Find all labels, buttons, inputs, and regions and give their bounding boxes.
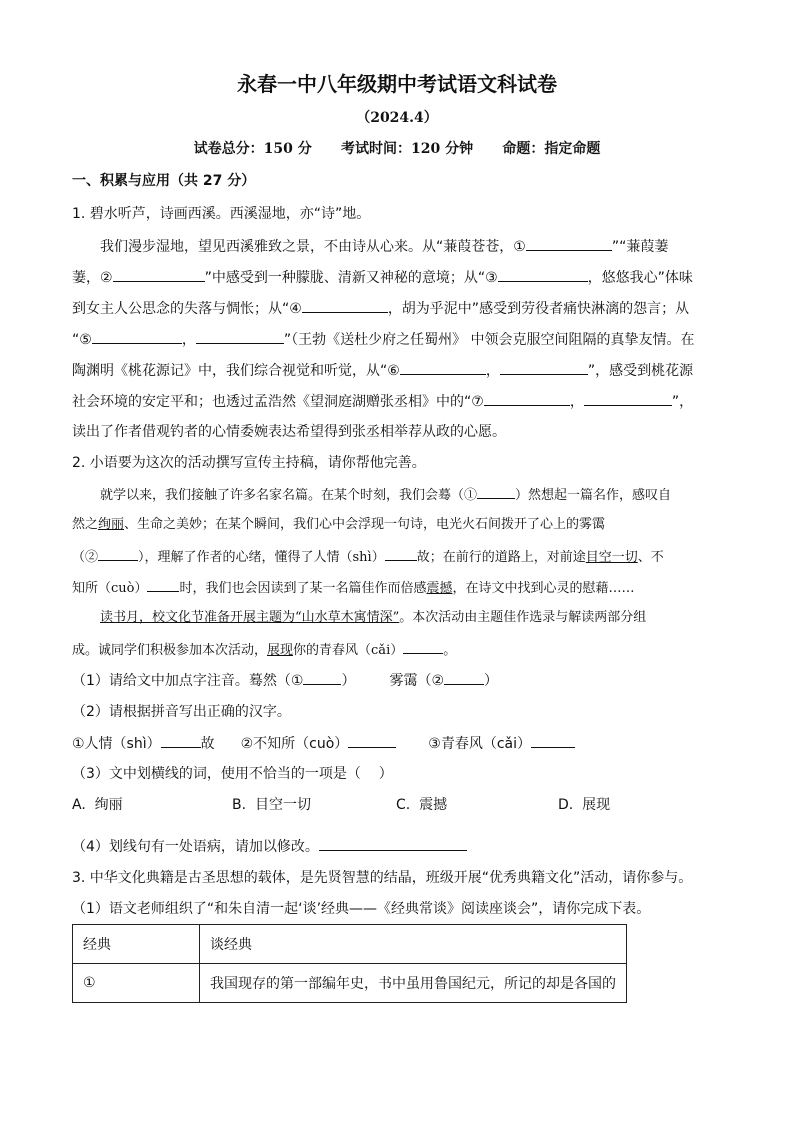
table-header-row <box>73 925 627 964</box>
q2-passage-line-5: 读书月，校文化节准备开展主题为“山水草木寓情深”。本次活动由主题佳作选录与解读两部分组 <box>100 610 647 625</box>
q1-line-2: 萋，② ”中感受到一种朦胧、清新又神秘的意境；从“③ ，悠悠我心”体味 <box>72 267 722 288</box>
q1-blank-2[interactable] <box>113 267 205 282</box>
q2-sub-2-items: ①人情（shì） 故 ②不知所（cuò） ③青春风（cǎi） <box>72 733 722 754</box>
q1-blank-6a[interactable] <box>400 360 486 375</box>
q2-passage-line-2: 然之绚丽、生命之美妙；在某个瞬间，我们心中会浮现一句诗，电光火石间拨开了心上的雾霭 <box>72 517 606 532</box>
q1-blank-4[interactable] <box>302 298 388 313</box>
q2-blank-cuo[interactable] <box>147 577 179 592</box>
q1-blank-6b[interactable] <box>500 360 588 375</box>
q3-stem: 3. 中华文化典籍是古圣思想的载体，是先贤智慧的结晶，班级开展“优秀典籍文化”活动，请你参与。 <box>72 870 693 886</box>
table-cell[interactable]: ① <box>73 964 200 1003</box>
classics-table <box>72 924 627 1003</box>
exam-title: 永春一中八年级期中考试语文科试卷 <box>237 72 557 96</box>
exam-meta: 试卷总分：150 分 考试时间：120 分钟 命题：指定命题 <box>193 141 601 157</box>
q2-passage-line-4: 知所（cuò） 时，我们也会因读到了某一名篇佳作而倍感震撼，在诗文中找到心灵的慰藉…… <box>72 577 722 599</box>
q2-stem: 2. 小语要为这次的活动撰写宣传主持稿，请你帮他完善。 <box>72 455 426 471</box>
q2-sub-1: （1）请给文中加点字注音。蓦然（① ） 雾霭（② ） <box>72 670 722 691</box>
q2-blank-shi[interactable] <box>385 546 417 561</box>
q2-s2-blank-1[interactable] <box>161 733 201 748</box>
q2-s2-blank-2[interactable] <box>348 733 396 748</box>
q1-blank-7b[interactable] <box>584 391 672 406</box>
q1-blank-7a[interactable] <box>484 391 570 406</box>
q3-sub-1: （1）语文老师组织了“和朱自清一起‘谈’经典——《经典常谈》阅读座谈会”，请你完成下表。 <box>72 901 651 917</box>
q1-blank-3[interactable] <box>498 267 588 282</box>
table-row <box>73 964 627 1003</box>
exam-date: （2024.4） <box>356 110 438 126</box>
q2-s4-answer-line[interactable] <box>319 836 467 851</box>
q2-passage-line-6: 成。诚同学们积极参加本次活动，展现你的青春风（cǎi） 。 <box>72 639 722 661</box>
option-a[interactable]: A. 绚丽 <box>72 797 123 813</box>
q1-line-6: 社会环境的安定平和；也透过孟浩然《望洞庭湖赠张丞相》中的“⑦ ， ”， <box>72 391 722 412</box>
q1-line-3: 到女主人公思念的失落与惆怅；从“④ ，胡为乎泥中”感受到劳役者痛快淋漓的怨言；从 <box>72 298 722 319</box>
q2-sub-2: （2）请根据拼音写出正确的汉字。 <box>72 704 291 720</box>
q2-blank-cai[interactable] <box>403 639 443 654</box>
q2-passage-line-3: （② ），理解了作者的心绪，懂得了人情（shì） 故；在前行的道路上，对前途目空一切、不 <box>72 546 722 568</box>
q2-s2-blank-3[interactable] <box>531 733 575 748</box>
q1-line-1: 我们漫步湿地，望见西溪雅致之景，不由诗从心来。从“蒹葭苍苍，① ”“蒹葭萋 <box>72 236 722 257</box>
q2-blank-2[interactable] <box>98 546 138 561</box>
section-heading: 一、积累与应用（共 27 分） <box>72 173 256 189</box>
option-b[interactable]: B. 目空一切 <box>232 797 311 813</box>
q2-s1-blank-1[interactable] <box>303 670 341 685</box>
q2-sub-3: （3）文中划横线的词，使用不恰当的一项是（ ） <box>72 766 393 782</box>
q2-blank-1[interactable] <box>477 484 515 499</box>
q1-blank-5b[interactable] <box>196 329 284 344</box>
q1-line-4: “⑤ ， ”（王勃《送杜少府之任蜀州》 中领会克服空间阻隔的真挚友情。在 <box>72 329 722 350</box>
q2-passage-line-1: 就学以来，我们接触了许多名家名篇。在某个时刻，我们会蓦（① ）然想起一篇名作，感叹自 <box>72 484 722 506</box>
table-cell: 我国现存的第一部编年史，书中虽用鲁国纪元，所记的却是各国的 <box>200 964 627 1003</box>
table-header-cell: 经典 <box>73 925 200 964</box>
q1-line-7: 读出了作者借观钓者的心情委婉表达希望得到张丞相举荐从政的心愿。 <box>72 424 506 440</box>
q1-stem: 1. 碧水听芦，诗画西溪。西溪湿地，亦“诗”地。 <box>72 206 371 222</box>
q2-s1-blank-2[interactable] <box>444 670 484 685</box>
option-d[interactable]: D. 展现 <box>558 797 611 813</box>
q2-sub-4: （4）划线句有一处语病，请加以修改。 <box>72 836 722 857</box>
q1-line-5: 陶渊明《桃花源记》中，我们综合视觉和听觉，从“⑥ ， ”，感受到桃花源 <box>72 360 722 381</box>
option-c[interactable]: C. 震撼 <box>396 797 448 813</box>
q1-blank-5a[interactable] <box>92 329 182 344</box>
q1-blank-1[interactable] <box>526 236 612 251</box>
table-header-cell: 谈经典 <box>200 925 627 964</box>
